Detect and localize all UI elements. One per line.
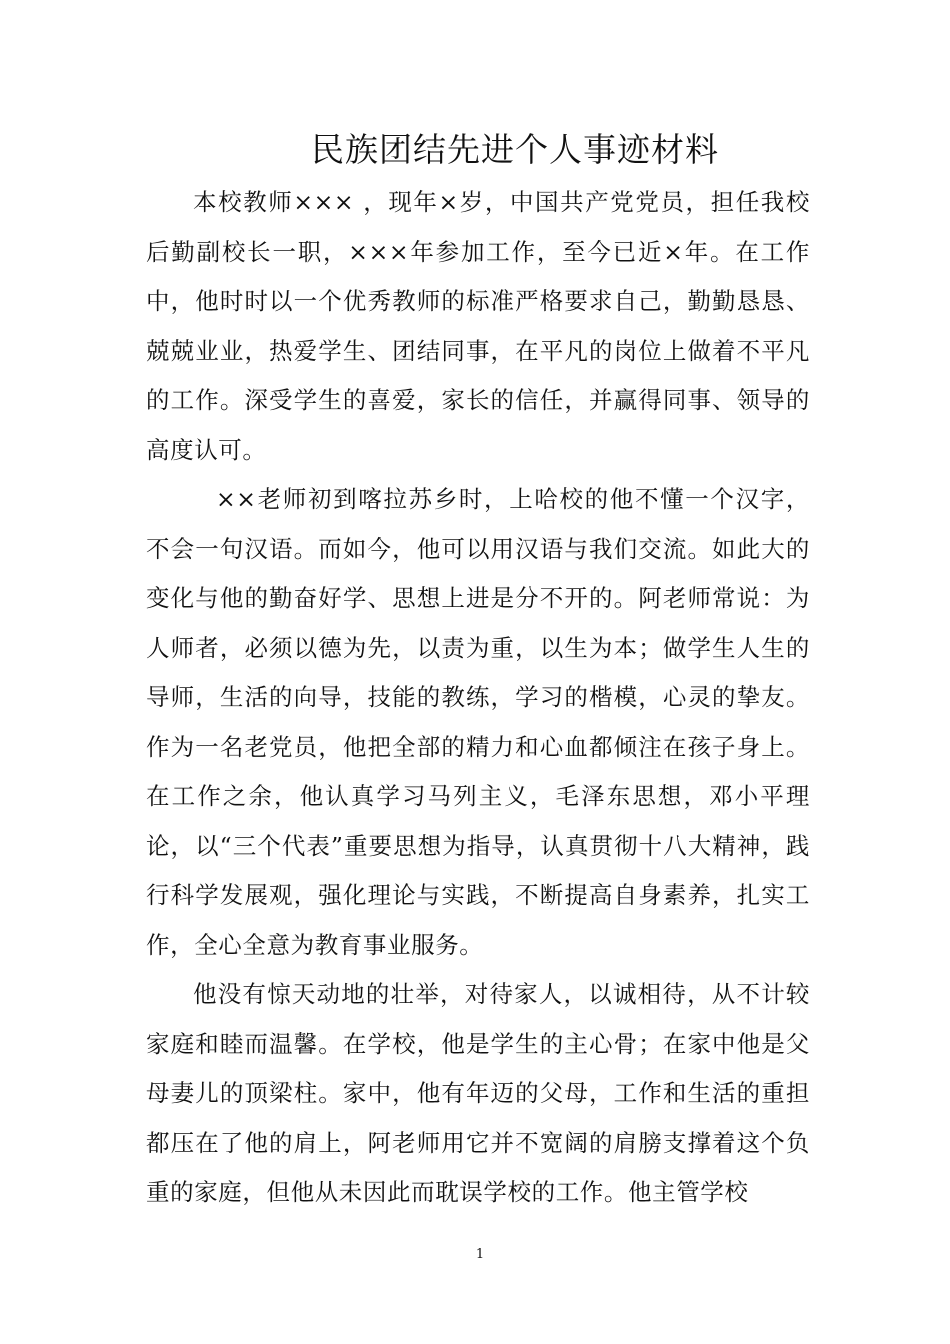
paragraph-2: ××老师初到喀拉苏乡时，上哈校的他不懂一个汉字，不会一句汉语。而如今，他可以用汉语与我们交流。如此大的变化与他的勤奋好学、思想上进是分不开的。阿老师常说：为人师者，必须以德为先，以责为重，以生为本；做学生人生的导师，生活的向导，技能的教练，学习的楷模，心灵的挚友。作为一名老党员，他把全部的精力和心血都倾注在孩子身上。在工作之余，他认真学习马列主义，毛泽东思想，邓小平理论，以“三个代表”重要思想为指导，认真贯彻十八大精神，践行科学发展观，强化理论与实践，不断提高自身素养，扎实工作，全心全意为教育事业服务。 xyxy=(146,485,810,959)
document-title: 民族团结先进个人事迹材料 xyxy=(311,130,719,169)
document-body xyxy=(146,178,810,1218)
paragraph-1: 本校教师××× ，现年×岁，中国共产党党员，担任我校后勤副校长一职，×××年参加工作，至今已近×年。在工作中，他时时以一个优秀教师的标准严格要求自己，勤勤恳恳、兢兢业业，热爱学生、团结同事，在平凡的岗位上做着不平凡的工作。深受学生的喜爱，家长的信任，并赢得同事、领导的高度认可。 xyxy=(146,188,810,464)
paragraph-3: 他没有惊天动地的壮举，对待家人，以诚相待，从不计较家庭和睦而温馨。在学校，他是学生的主心骨；在家中他是父母妻儿的顶梁柱。家中，他有年迈的父母，工作和生活的重担都压在了他的肩上，阿老师用它并不宽阔的肩膀支撑着这个负重的家庭，但他从未因此而耽误学校的工作。他主管学校 xyxy=(146,980,810,1206)
page-number: 1 xyxy=(475,1247,485,1262)
